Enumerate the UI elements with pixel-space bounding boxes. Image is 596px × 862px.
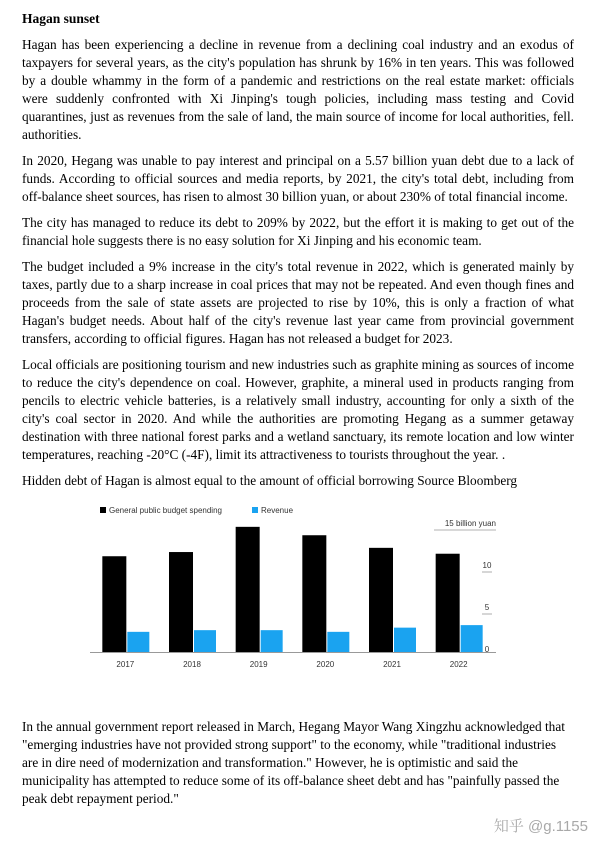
bar	[327, 632, 349, 652]
bar	[461, 625, 483, 652]
y-tick-label: 0	[484, 645, 490, 654]
watermark: 知乎 @g.1155	[493, 818, 588, 835]
bar	[394, 628, 416, 652]
x-tick-label: 2017	[116, 660, 135, 669]
legend-swatch	[252, 507, 258, 513]
y-tick-label: 10	[482, 561, 492, 570]
paragraph-2: In 2020, Hegang was unable to pay interest and principal on a 5.57 billion yuan debt due to a lack of funds. According to official sources and media reports, by 2021, the city's total debt, including from off-balance sheet sources, has risen to almost 30 billion yuan, or about 230% of total financial income.	[22, 153, 574, 204]
paragraph-3: The city has managed to reduce its debt to 209% by 2022, but the effort it is making to get out of the financial hole suggests there is no easy solution for Xi Jinping and his economic team.	[22, 215, 574, 248]
y-tick-label: 15 billion yuan	[444, 519, 496, 528]
bar	[102, 556, 126, 652]
legend-label: General public budget spending	[109, 506, 222, 515]
paragraph-final: In the annual government report released in March, Hegang Mayor Wang Xingzhu acknowledged that "emerging industries have not provided strong support" to the economy, while "traditional industries are in dire need of modernization and transformation." However, he is optimistic and said the municipality has attempted to reduce some of its off-balance sheet debt and has "painfully passed the peak debt repayment period."	[22, 719, 565, 806]
bar	[436, 554, 460, 652]
y-tick-label: 5	[484, 603, 490, 612]
bar	[194, 630, 216, 652]
bar	[369, 548, 393, 652]
paragraph-4: The budget included a 9% increase in the city's total revenue in 2022, which is generated mainly by taxes, partly due to a sharp increase in coal prices that may not be repeated. And even though fines and proceeds from the sale of state assets are projected to rise by 10%, this is only a fraction of what Hagan's budget needs. About half of the city's revenue last year came from provincial government transfers, according to official figures. Hagan has not released a budget for 2023.	[22, 259, 574, 346]
chart	[22, 498, 574, 700]
x-tick-label: 2021	[383, 660, 401, 669]
x-tick-label: 2022	[449, 660, 468, 669]
bar-chart	[22, 498, 574, 700]
bar	[127, 632, 149, 652]
paragraph-5: Local officials are positioning tourism and new industries such as graphite mining as sources of income to reduce the city's dependence on coal. However, graphite, a mineral used in products ranging from pencils to electric vehicle batteries, is a relatively small industry, accounting for only a sixth of the city's coal sector in 2020. And while the authorities are promoting Hegang as a summer getaway destination with three national forest parks and a wetland sanctuary, its remote location and low winter temperatures, reaching -20°C (-4F), limit its attractiveness to tourists throughout the year. .	[22, 357, 574, 462]
bar	[302, 535, 326, 652]
legend-label: Revenue	[261, 506, 294, 515]
x-tick-label: 2018	[183, 660, 201, 669]
paragraph-1: Hagan has been experiencing a decline in revenue from a declining coal industry and an exodus of taxpayers for several years, as the city's population has shrunk by 16% in ten years. This was followed by a double whammy in the form of a pandemic and restrictions on the real estate market: officials were suddenly confronted with Xi Jinping's tough policies, including mass testing and Covid quarantines, just as revenues from the sale of land, the main source of income for local authorities, fell. authorities.	[22, 37, 574, 142]
bar	[169, 552, 193, 652]
legend-swatch	[100, 507, 106, 513]
x-tick-label: 2020	[316, 660, 335, 669]
chart-caption: Hidden debt of Hagan is almost equal to the amount of official borrowing Source Bloomberg	[22, 473, 518, 488]
article-title: Hagan sunset	[22, 11, 100, 26]
bar	[236, 527, 260, 652]
x-tick-label: 2019	[249, 660, 268, 669]
bar	[261, 630, 283, 652]
article	[22, 10, 574, 816]
